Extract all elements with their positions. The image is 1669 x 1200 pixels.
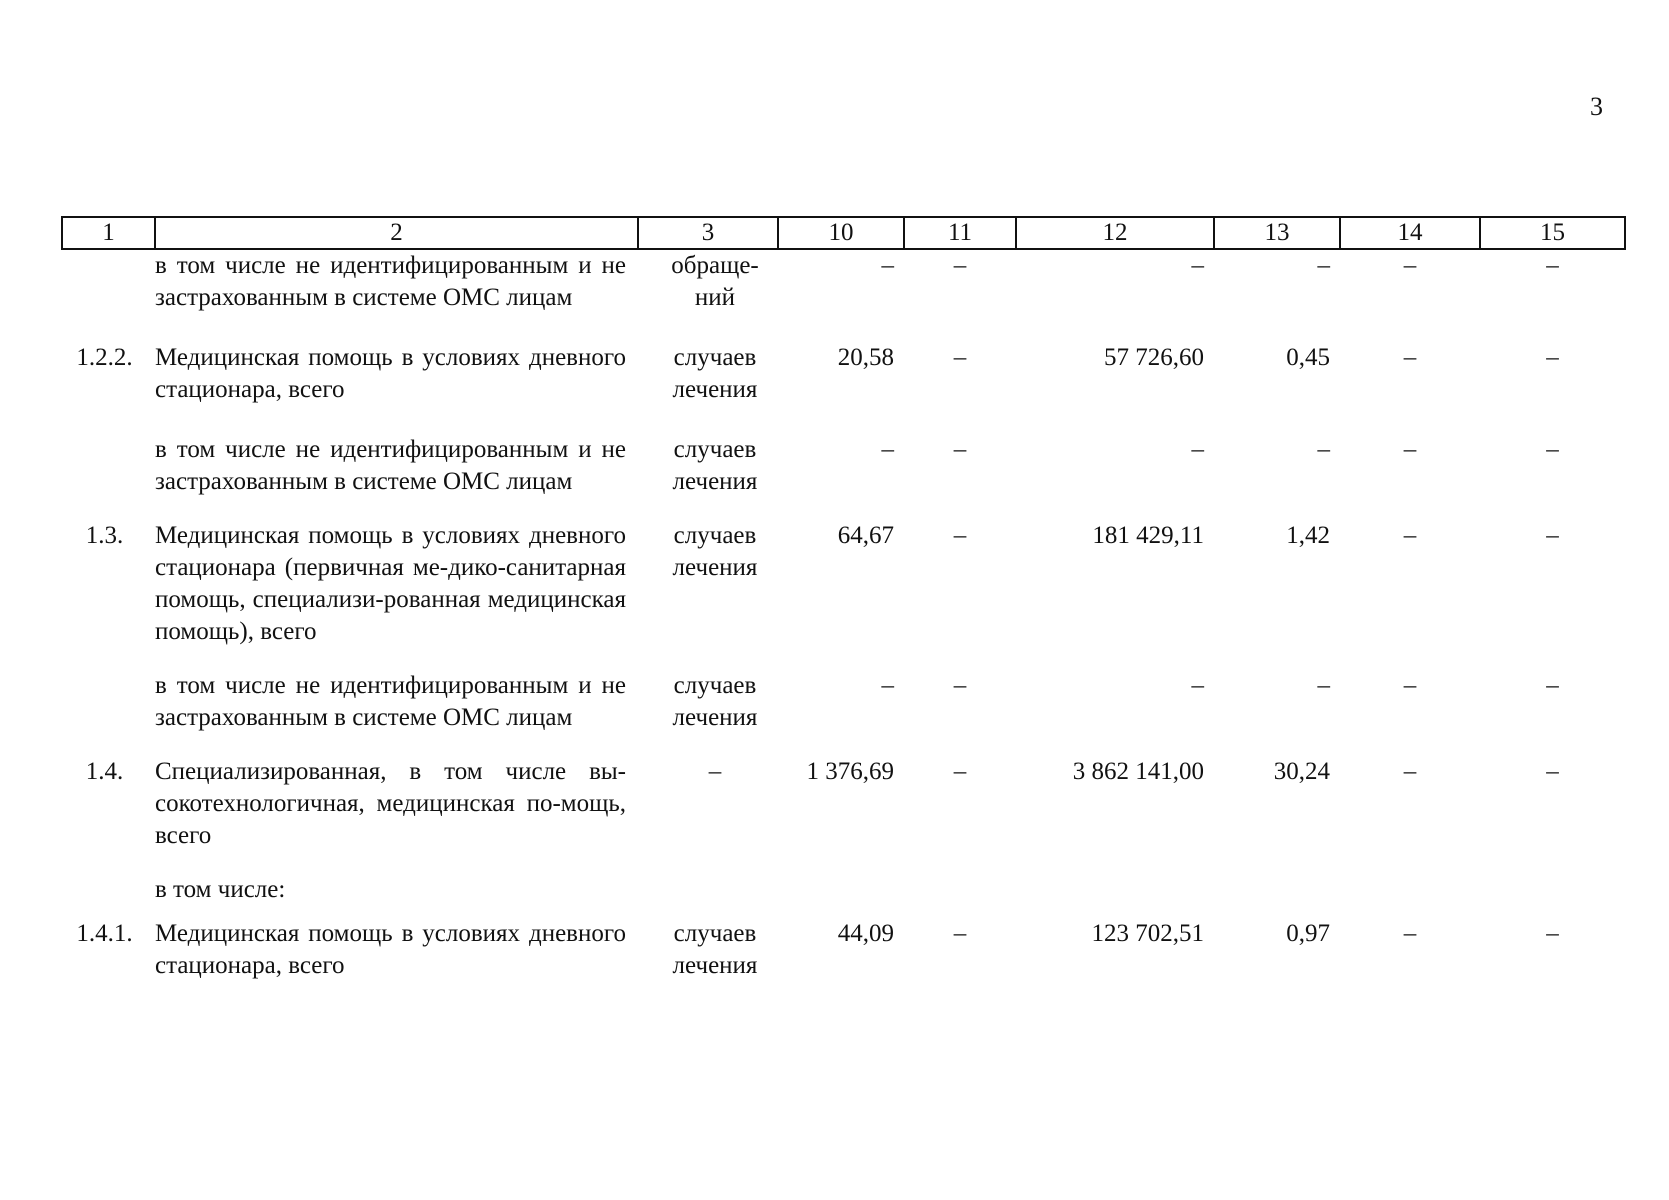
- cell-col-15: –: [1546, 672, 1559, 699]
- row-unit: случаев лечения: [672, 672, 758, 731]
- cell-col-11: –: [953, 436, 967, 463]
- cell-col-15: –: [1546, 920, 1559, 947]
- cell-col-13: 0,97: [1286, 920, 1330, 947]
- cell-col-10: –: [881, 672, 894, 699]
- cell-col-12: –: [1191, 436, 1204, 463]
- row-unit: случаев лечения: [672, 522, 758, 581]
- cell-col-12: 57 726,60: [1104, 344, 1204, 371]
- cell-col-13: 0,45: [1286, 344, 1330, 371]
- cell-col-11: –: [953, 758, 967, 785]
- cell-col-11: –: [953, 344, 967, 371]
- cell-col-10: 20,58: [837, 344, 894, 371]
- data-table: [61, 216, 1626, 982]
- column-header: 1: [62, 217, 155, 249]
- row-description: в том числе не идентифицированным и не застрахованным в системе ОМС лицам: [155, 672, 626, 731]
- table-row: [62, 874, 1625, 918]
- cell-col-14: –: [1403, 672, 1417, 699]
- cell-col-15: –: [1546, 344, 1559, 371]
- column-header: 13: [1214, 217, 1340, 249]
- cell-col-14: –: [1403, 758, 1417, 785]
- table-row: [62, 756, 1625, 874]
- row-description: в том числе не идентифицированным и не застрахованным в системе ОМС лицам: [155, 252, 626, 311]
- cell-col-12: [1016, 874, 1214, 918]
- table-row: [62, 670, 1625, 756]
- page-number: 3: [1590, 92, 1603, 121]
- cell-col-14: –: [1403, 436, 1417, 463]
- cell-col-10: 64,67: [837, 522, 894, 549]
- row-unit: –: [708, 758, 722, 785]
- row-number: [62, 434, 155, 520]
- cell-col-11: –: [953, 672, 967, 699]
- cell-col-13: –: [1317, 436, 1330, 463]
- row-number: 1.2.2.: [76, 344, 133, 371]
- cell-col-11: [904, 874, 1016, 918]
- table-row: [62, 342, 1625, 434]
- cell-col-10: 1 376,69: [806, 758, 894, 785]
- column-header: 12: [1016, 217, 1214, 249]
- row-number: 1.4.: [85, 758, 124, 785]
- cell-col-14: [1340, 874, 1480, 918]
- cell-col-15: –: [1546, 522, 1559, 549]
- row-unit: обраще-ний: [671, 252, 759, 311]
- column-header: 2: [155, 217, 638, 249]
- row-number: [62, 874, 155, 918]
- cell-col-13: –: [1317, 672, 1330, 699]
- cell-col-10: [778, 874, 904, 918]
- table-row: [62, 249, 1625, 342]
- row-number: 1.4.1.: [76, 920, 133, 947]
- column-header: 10: [778, 217, 904, 249]
- cell-col-15: –: [1546, 758, 1559, 785]
- cell-col-14: –: [1403, 522, 1417, 549]
- row-unit: случаев лечения: [672, 344, 758, 403]
- row-description: Специализированная, в том числе вы-сокотехнологичная, медицинская по-мощь, всего: [155, 758, 626, 849]
- cell-col-10: 44,09: [837, 920, 894, 947]
- column-header: 14: [1340, 217, 1480, 249]
- cell-col-15: –: [1546, 252, 1559, 279]
- row-unit: случаев лечения: [672, 436, 758, 495]
- row-description: Медицинская помощь в условиях дневного стационара, всего: [155, 920, 626, 979]
- cell-col-10: –: [881, 252, 894, 279]
- row-number: 1.3.: [85, 522, 124, 549]
- cell-col-13: 1,42: [1286, 522, 1330, 549]
- cell-col-13: –: [1317, 252, 1330, 279]
- row-number: [62, 670, 155, 756]
- cell-col-11: –: [953, 522, 967, 549]
- table-row: [62, 520, 1625, 670]
- cell-col-14: –: [1403, 920, 1417, 947]
- row-description: Медицинская помощь в условиях дневного стационара, всего: [155, 344, 626, 403]
- cell-col-15: [1480, 874, 1625, 918]
- column-header: 11: [904, 217, 1016, 249]
- row-number: [62, 249, 155, 342]
- column-header: 3: [638, 217, 778, 249]
- cell-col-13: [1214, 874, 1340, 918]
- row-unit: случаев лечения: [672, 920, 758, 979]
- cell-col-11: –: [953, 252, 967, 279]
- cell-col-12: –: [1191, 672, 1204, 699]
- cell-col-12: 3 862 141,00: [1072, 758, 1204, 785]
- cell-col-13: 30,24: [1273, 758, 1330, 785]
- column-number-header-row: [62, 217, 1625, 249]
- cell-col-11: –: [953, 920, 967, 947]
- row-unit: [638, 874, 778, 918]
- cell-col-12: –: [1191, 252, 1204, 279]
- row-description: Медицинская помощь в условиях дневного стационара (первичная ме-дико-санитарная помощь, специализи-рованная медицинская помощь), всего: [155, 522, 626, 645]
- row-description: в том числе не идентифицированным и не застрахованным в системе ОМС лицам: [155, 436, 626, 495]
- cell-col-15: –: [1546, 436, 1559, 463]
- table-row: [62, 918, 1625, 982]
- cell-col-14: –: [1403, 344, 1417, 371]
- cell-col-12: 123 702,51: [1091, 920, 1204, 947]
- cell-col-12: 181 429,11: [1092, 522, 1204, 549]
- column-header: 15: [1480, 217, 1625, 249]
- cell-col-14: –: [1403, 252, 1417, 279]
- cell-col-10: –: [881, 436, 894, 463]
- row-description: в том числе:: [155, 876, 286, 903]
- table-row: [62, 434, 1625, 520]
